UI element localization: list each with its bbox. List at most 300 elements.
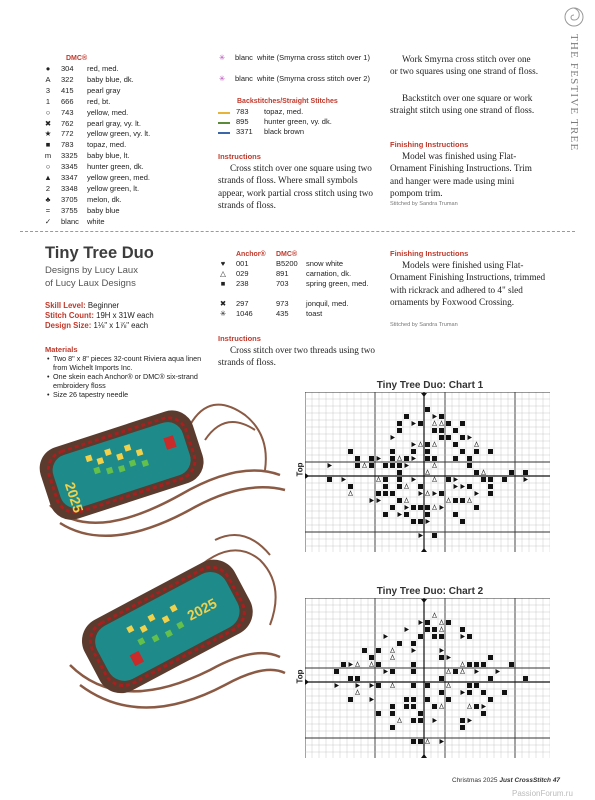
- stitch-outline-mark: [405, 484, 409, 489]
- stitch-triangle-mark: [412, 648, 417, 653]
- floss-number: 304: [61, 64, 74, 73]
- stitch-square-mark: [404, 414, 409, 419]
- stitch-square-mark: [425, 449, 430, 454]
- chart-symbol-icon: ■: [45, 140, 51, 150]
- center-arrow-icon: [305, 473, 309, 479]
- stitch-square-mark: [474, 704, 479, 709]
- floss-name: spring green, med.: [306, 279, 369, 288]
- floss-name: melon, dk.: [87, 194, 122, 204]
- stitch-square-mark: [425, 442, 430, 447]
- stitch-square-mark: [439, 634, 444, 639]
- stitch-square-mark: [383, 491, 388, 496]
- stitch-square-mark: [397, 470, 402, 475]
- dmc-number: 891: [276, 269, 289, 278]
- stitch-outline-mark: [447, 669, 451, 674]
- smyrna-star-icon: ✳: [218, 74, 226, 83]
- page-footer: [452, 777, 560, 784]
- backstitch-key-row: [218, 117, 378, 127]
- stitch-square-mark: [369, 463, 374, 468]
- sled-1-year: 2025: [61, 480, 87, 515]
- floss-name: snow white: [306, 259, 344, 268]
- anchor-number: 1046: [236, 309, 253, 318]
- floss-number: 3345: [61, 162, 78, 172]
- chart-symbol-icon: △: [220, 269, 226, 278]
- stitch-square-mark: [397, 421, 402, 426]
- stitch-square-mark: [348, 449, 353, 454]
- material-item: • Two 8" x 8" pieces 32-count Riviera aqua linen from Wichelt Imports Inc.: [47, 354, 207, 372]
- dmc-number: 435: [276, 309, 289, 318]
- stitch-square-mark: [376, 662, 381, 667]
- smyrna-star-icon: ✳: [218, 53, 226, 62]
- chart-symbol-icon: ✖: [44, 118, 52, 128]
- chart-2-top-label: Top: [295, 669, 305, 684]
- stitch-square-mark: [418, 718, 423, 723]
- floss-name: hunter green, dk.: [87, 162, 144, 172]
- stitch-square-mark: [467, 463, 472, 468]
- floss-number: 783: [61, 140, 74, 150]
- stitch-square-mark: [397, 484, 402, 489]
- stitch-square-mark: [509, 470, 514, 475]
- anchor-number: 238: [236, 279, 249, 288]
- chart-symbol-icon: 2: [45, 183, 51, 193]
- anchor-number: 297: [236, 299, 249, 308]
- stitch-square-mark: [348, 676, 353, 681]
- stitch-triangle-mark: [349, 662, 354, 667]
- stitch-square-mark: [474, 662, 479, 667]
- stitch-square-mark: [502, 690, 507, 695]
- stitch-outline-mark: [426, 491, 430, 496]
- chart-symbol-icon: 1: [45, 96, 51, 106]
- floss-name: baby blue, dk.: [87, 74, 134, 84]
- stitch-square-mark: [425, 407, 430, 412]
- stitch-triangle-mark: [356, 683, 361, 688]
- stitch-triangle-mark: [377, 456, 382, 461]
- floss-number: 415: [61, 85, 74, 95]
- stitch-outline-mark: [349, 491, 353, 496]
- floss-name: yellow green, vy. lt.: [87, 129, 151, 139]
- chart-symbol-icon: ■: [220, 279, 226, 288]
- stitch-triangle-mark: [370, 498, 375, 503]
- floss-number: 3755: [61, 205, 78, 215]
- stitch-square-mark: [481, 662, 486, 667]
- stitch-square-mark: [341, 662, 346, 667]
- backstitch-key-row: [218, 107, 378, 117]
- stitch-triangle-mark: [468, 435, 473, 440]
- backstitch-line-icon: [218, 122, 230, 124]
- material-item: • One skein each Anchor® or DMC® six-strand embroidery floss: [47, 372, 207, 390]
- stitch-triangle-mark: [370, 697, 375, 702]
- stitch-triangle-mark: [384, 669, 389, 674]
- stitch-triangle-mark: [384, 634, 389, 639]
- section-divider: [20, 231, 575, 232]
- stitch-outline-mark: [440, 627, 444, 632]
- dmc-number: 703: [276, 279, 289, 288]
- floss-name: white (Smyrna cross stitch over 1): [257, 53, 370, 62]
- stitch-count: [45, 311, 154, 321]
- stitch-square-mark: [439, 428, 444, 433]
- stitch-square-mark: [488, 449, 493, 454]
- stitch-square-mark: [383, 484, 388, 489]
- instructions-2-text: Cross stitch over two threads using two strands of floss.: [218, 345, 375, 368]
- floss-number: 3325: [61, 151, 78, 161]
- stitch-outline-mark: [433, 442, 437, 447]
- stitch-square-mark: [397, 498, 402, 503]
- dmc-key-list: [43, 63, 183, 233]
- size-value: 1⅛" x 1⅞" each: [93, 321, 149, 330]
- stitch-outline-mark: [468, 704, 472, 709]
- chart-symbol-icon: 3: [45, 85, 51, 95]
- stitch-square-mark: [411, 662, 416, 667]
- floss-number: 783: [236, 107, 249, 116]
- instructions-1-text: Cross stitch over one square using two strands of floss. Where small symbols appear, work partial cross stitch using two strands of floss.: [218, 163, 374, 210]
- stitch-square-mark: [481, 690, 486, 695]
- stitch-square-mark: [439, 676, 444, 681]
- anchor-header: Anchor®: [236, 251, 266, 258]
- stitch-square-mark: [488, 676, 493, 681]
- stitch-outline-mark: [440, 620, 444, 625]
- backstitch-text: Backstitch over one square or work straight stitch using one strand of floss.: [390, 93, 535, 116]
- stitch-triangle-mark: [482, 704, 487, 709]
- floss-name: yellow green, med.: [87, 173, 150, 182]
- count-value: 19H x 31W each: [96, 311, 154, 320]
- count-label: Stitch Count:: [45, 311, 94, 320]
- stitch-square-mark: [432, 634, 437, 639]
- stitch-square-mark: [467, 690, 472, 695]
- material-item: • Size 26 tapestry needle: [47, 390, 207, 399]
- chart-1-grid: [305, 392, 550, 552]
- stitch-square-mark: [369, 655, 374, 660]
- stitch-square-mark: [425, 683, 430, 688]
- stitch-triangle-mark: [342, 477, 347, 482]
- smyrna-key: [217, 53, 377, 93]
- anchor-number: 001: [236, 259, 249, 268]
- stitch-triangle-mark: [433, 414, 438, 419]
- stitch-square-mark: [383, 463, 388, 468]
- anchor-key-list: [218, 259, 378, 323]
- floss-name: hunter green, vy. dk.: [264, 117, 332, 126]
- stitch-outline-mark: [398, 718, 402, 723]
- designer-line-2: of Lucy Laux Designs: [45, 278, 136, 289]
- stitch-square-mark: [474, 470, 479, 475]
- project-title: Tiny Tree Duo: [45, 244, 154, 262]
- stitch-outline-mark: [468, 498, 472, 503]
- stitch-square-mark: [432, 627, 437, 632]
- stitch-square-mark: [383, 512, 388, 517]
- stitch-square-mark: [390, 456, 395, 461]
- stitch-triangle-mark: [335, 683, 340, 688]
- stitch-square-mark: [446, 435, 451, 440]
- stitch-square-mark: [376, 683, 381, 688]
- stitch-outline-mark: [398, 456, 402, 461]
- stitch-square-mark: [355, 456, 360, 461]
- chart-symbol-icon: ○: [45, 162, 51, 172]
- chart-1-title: Tiny Tree Duo: Chart 1: [376, 380, 484, 391]
- stitch-outline-mark: [377, 477, 381, 482]
- stitch-square-mark: [383, 477, 388, 482]
- footer-issue: Christmas 2025: [452, 777, 498, 784]
- floss-number: 666: [61, 96, 74, 106]
- stitch-square-mark: [411, 697, 416, 702]
- stitch-square-mark: [474, 683, 479, 688]
- stitch-square-mark: [397, 463, 402, 468]
- backstitch-key-row: [218, 127, 378, 137]
- floss-name: baby blue, lt.: [87, 151, 130, 161]
- backstitch-key-header: Backstitches/Straight Stitches: [237, 98, 338, 105]
- stitch-outline-mark: [433, 477, 437, 482]
- chart-symbol-icon: ♥: [220, 259, 226, 268]
- stitch-outline-mark: [419, 442, 423, 447]
- stitch-square-mark: [467, 662, 472, 667]
- floss-name: carnation, dk.: [306, 269, 352, 278]
- sled-ornaments-photo: [30, 395, 300, 765]
- chart-2-title: Tiny Tree Duo: Chart 2: [376, 586, 484, 597]
- stitch-square-mark: [432, 533, 437, 538]
- stitch-square-mark: [390, 669, 395, 674]
- stitch-square-mark: [411, 505, 416, 510]
- stitch-square-mark: [418, 634, 423, 639]
- stitch-square-mark: [432, 428, 437, 433]
- stitch-outline-mark: [461, 662, 465, 667]
- floss-number: 762: [61, 118, 74, 128]
- floss-number: 3347: [61, 173, 78, 182]
- stitch-square-mark: [425, 697, 430, 702]
- chart-1-top-label: Top: [295, 462, 305, 477]
- stitch-square-mark: [418, 519, 423, 524]
- stitch-square-mark: [425, 512, 430, 517]
- chart-symbol-icon: ○: [45, 107, 51, 117]
- stitch-triangle-mark: [524, 477, 529, 482]
- instructions-1-header: Instructions: [218, 152, 261, 161]
- floss-name: toast: [306, 309, 323, 318]
- stitch-outline-mark: [426, 739, 430, 744]
- stitch-square-mark: [390, 505, 395, 510]
- stitch-square-mark: [439, 414, 444, 419]
- chart-symbol-icon: A: [45, 74, 51, 84]
- instructions-2-header: Instructions: [218, 334, 261, 343]
- materials-list: [47, 354, 207, 399]
- stitch-triangle-mark: [440, 739, 445, 744]
- stitch-square-mark: [411, 641, 416, 646]
- stitch-square-mark: [362, 648, 367, 653]
- chart-symbol-icon: ★: [44, 129, 52, 139]
- anchor-number: 029: [236, 269, 249, 278]
- stitch-square-mark: [481, 711, 486, 716]
- floss-name: yellow green, lt.: [87, 183, 140, 193]
- stitch-triangle-mark: [419, 620, 424, 625]
- chart-symbol-icon: ●: [45, 64, 51, 73]
- stitch-square-mark: [453, 498, 458, 503]
- stitch-square-mark: [390, 711, 395, 716]
- stitch-square-mark: [467, 683, 472, 688]
- chart-symbol-icon: ♣: [45, 194, 51, 204]
- stitch-outline-mark: [440, 421, 444, 426]
- center-arrow-icon: [421, 754, 427, 758]
- stitch-outline-mark: [356, 662, 360, 667]
- stitch-triangle-mark: [405, 505, 410, 510]
- center-arrow-icon: [421, 599, 427, 603]
- floss-name: yellow, med.: [87, 107, 129, 117]
- stitch-square-mark: [453, 428, 458, 433]
- side-banner-text: THE FESTIVE TREE: [568, 34, 580, 152]
- stitch-square-mark: [390, 449, 395, 454]
- center-arrow-icon: [305, 679, 309, 685]
- stitch-outline-mark: [447, 683, 451, 688]
- stitch-triangle-mark: [475, 491, 480, 496]
- floss-number: 3348: [61, 183, 78, 193]
- floss-number: 3705: [61, 194, 78, 204]
- stitch-triangle-mark: [405, 627, 410, 632]
- stitch-square-mark: [411, 669, 416, 674]
- stitch-outline-mark: [461, 669, 465, 674]
- stitch-square-mark: [390, 491, 395, 496]
- stitch-square-mark: [327, 477, 332, 482]
- stitch-triangle-mark: [398, 512, 403, 517]
- finishing-1-credit: Stitched by Sandra Truman: [390, 201, 458, 207]
- chart-symbol-icon: ▲: [44, 173, 52, 182]
- stitch-square-mark: [390, 704, 395, 709]
- stitch-square-mark: [369, 456, 374, 461]
- stitch-triangle-mark: [475, 669, 480, 674]
- stitch-square-mark: [411, 449, 416, 454]
- stitch-square-mark: [425, 620, 430, 625]
- skill-label: Skill Level:: [45, 301, 86, 310]
- floss-name: topaz, med.: [87, 140, 127, 150]
- sled-2-year: 2025: [184, 594, 220, 624]
- stitch-square-mark: [334, 669, 339, 674]
- skill-value: Beginner: [87, 301, 120, 310]
- floss-name: black brown: [264, 127, 305, 136]
- finishing-1-header: Finishing Instructions: [390, 140, 469, 149]
- stitch-square-mark: [509, 662, 514, 667]
- stitch-outline-mark: [447, 498, 451, 503]
- stitch-square-mark: [411, 704, 416, 709]
- stitch-square-mark: [404, 697, 409, 702]
- stitch-square-mark: [453, 456, 458, 461]
- floss-name: jonquil, med.: [306, 299, 349, 308]
- skill-level: [45, 301, 119, 311]
- chart-2-grid: [305, 598, 550, 758]
- chart-symbol-icon: m: [44, 151, 52, 161]
- stitch-outline-mark: [370, 662, 374, 667]
- dmc-number: 973: [276, 299, 289, 308]
- stitch-square-mark: [418, 505, 423, 510]
- stitch-square-mark: [446, 620, 451, 625]
- stitch-square-mark: [460, 449, 465, 454]
- floss-number: 895: [236, 117, 249, 126]
- designer-line-1: Designs by Lucy Laux: [45, 265, 138, 276]
- stitch-square-mark: [376, 711, 381, 716]
- dmc-number: B5200: [276, 259, 298, 268]
- stitch-square-mark: [488, 697, 493, 702]
- stitch-square-mark: [453, 512, 458, 517]
- floss-name: pearl gray: [87, 85, 121, 95]
- stitch-outline-mark: [405, 498, 409, 503]
- stitch-outline-mark: [391, 655, 395, 660]
- stitch-outline-mark: [440, 704, 444, 709]
- stitch-square-mark: [481, 477, 486, 482]
- floss-name: red, med.: [87, 64, 119, 73]
- design-size: [45, 321, 148, 331]
- stitch-outline-mark: [391, 683, 395, 688]
- stitch-square-mark: [460, 519, 465, 524]
- backstitch-line-icon: [218, 132, 230, 134]
- floss-name: red, bt.: [87, 96, 111, 106]
- stitch-triangle-mark: [461, 690, 466, 695]
- floss-number: blanc: [235, 74, 253, 83]
- stitch-triangle-mark: [461, 484, 466, 489]
- stitch-square-mark: [390, 463, 395, 468]
- stitch-square-mark: [432, 456, 437, 461]
- footer-magazine: Just CrossStitch: [499, 777, 551, 784]
- stitch-outline-mark: [391, 648, 395, 653]
- stitch-square-mark: [460, 498, 465, 503]
- footer-page: 47: [552, 777, 561, 784]
- floss-number: 3371: [236, 127, 253, 136]
- chart-symbol-icon: =: [45, 205, 51, 215]
- stitch-triangle-mark: [496, 669, 501, 674]
- stitch-square-mark: [439, 435, 444, 440]
- stitch-square-mark: [348, 697, 353, 702]
- stitch-square-mark: [439, 690, 444, 695]
- watermark: PassionForum.ru: [512, 789, 573, 798]
- stitch-square-mark: [418, 711, 423, 716]
- stitch-triangle-mark: [468, 718, 473, 723]
- stitch-triangle-mark: [370, 683, 375, 688]
- stitch-square-mark: [404, 456, 409, 461]
- stitch-triangle-mark: [391, 435, 396, 440]
- stitch-square-mark: [397, 477, 402, 482]
- stitch-triangle-mark: [419, 533, 424, 538]
- stitch-square-mark: [460, 435, 465, 440]
- stitch-square-mark: [418, 739, 423, 744]
- stitch-square-mark: [404, 512, 409, 517]
- stitch-square-mark: [411, 718, 416, 723]
- stitch-square-mark: [439, 491, 444, 496]
- materials-header: Materials: [45, 345, 78, 354]
- stitch-square-mark: [439, 655, 444, 660]
- stitch-square-mark: [523, 676, 528, 681]
- finishing-1-text: Model was finished using Flat-Ornament Finishing Instructions. Trim and hanger were made using mini pompom trim.: [390, 151, 532, 198]
- stitch-square-mark: [460, 421, 465, 426]
- stitch-square-mark: [355, 676, 360, 681]
- stitch-square-mark: [453, 442, 458, 447]
- stitch-square-mark: [467, 456, 472, 461]
- stitch-square-mark: [404, 704, 409, 709]
- stitch-square-mark: [432, 704, 437, 709]
- stitch-square-mark: [467, 634, 472, 639]
- stitch-square-mark: [488, 655, 493, 660]
- stitch-square-mark: [467, 484, 472, 489]
- chart-symbol-icon: ✓: [44, 216, 52, 226]
- finishing-2-credit: Stitched by Sandra Truman: [390, 322, 458, 328]
- stitch-square-mark: [411, 739, 416, 744]
- stitch-square-mark: [418, 421, 423, 426]
- center-arrow-icon: [421, 393, 427, 397]
- smyrna-text: Work Smyrna cross stitch over one or two squares using one strand of floss.: [390, 54, 539, 77]
- stitch-triangle-mark: [454, 477, 459, 482]
- stitch-triangle-mark: [454, 484, 459, 489]
- stitch-square-mark: [425, 505, 430, 510]
- floss-number: 772: [61, 129, 74, 139]
- size-label: Design Size:: [45, 321, 92, 330]
- stitch-triangle-mark: [461, 634, 466, 639]
- stitch-outline-mark: [433, 505, 437, 510]
- stitch-square-mark: [411, 683, 416, 688]
- floss-number: blanc: [61, 216, 79, 226]
- stitch-square-mark: [425, 456, 430, 461]
- backstitch-line-icon: [218, 112, 230, 114]
- stitch-square-mark: [376, 648, 381, 653]
